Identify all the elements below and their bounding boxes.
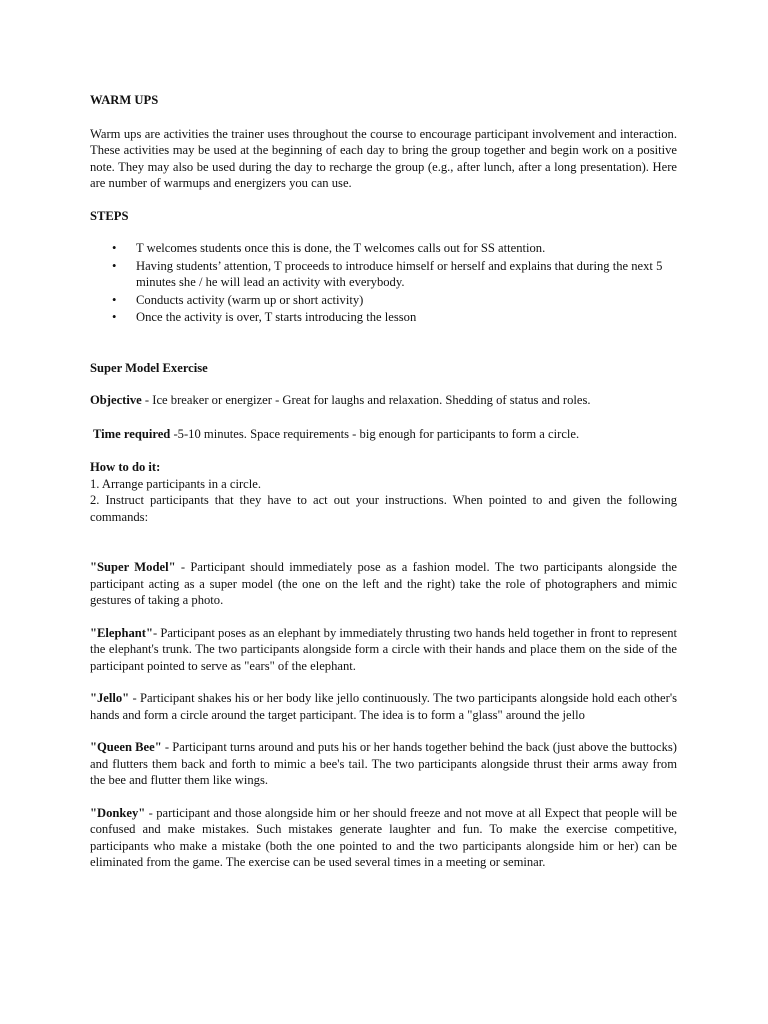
list-item [90,240,677,257]
how-to-label: How to do it: [90,460,161,474]
command-jello [90,690,677,723]
step-text: Once the activity is over, T starts introducing the lesson [136,310,417,324]
objective-paragraph [90,392,677,409]
step-text: Having students’ attention, T proceeds to introduce himself or herself and explains that during the next 5 minutes she / he will lead an activity with everybody. [136,258,663,289]
document-page [90,92,677,871]
objective-text: - Ice breaker or energizer - Great for laughs and relaxation. Shedding of status and roles. [141,393,591,407]
command-text: - Participant shakes his or her body like jello continuously. The two participants alongside hold each other's hands and form a circle around the target participant. The idea is to form a "glass" around the jello [90,691,677,722]
list-item [90,292,677,309]
step-text: Conducts activity (warm up or short activity) [136,292,364,307]
command-name: "Jello" [90,691,130,705]
command-name: "Queen Bee" [90,740,162,754]
command-donkey [90,805,677,871]
steps-list [90,240,677,326]
how-step: 1. Arrange participants in a circle. [90,476,261,491]
bullet-icon: • [112,258,117,273]
command-queen-bee [90,739,677,789]
time-label: Time required [93,426,171,441]
command-name: "Super Model" [90,560,176,574]
how-step: 2. Instruct participants that they have to act out your instructions. When pointed to and given the following commands: [90,493,677,524]
section-title-warm-ups: WARM UPS [90,93,159,107]
command-name: "Elephant" [90,625,153,640]
exercise-title: Super Model Exercise [90,360,208,375]
list-item [90,309,677,326]
how-to-block [90,459,677,525]
step-text: T welcomes students once this is done, the T welcomes calls out for SS attention. [136,241,546,255]
section-title-steps: STEPS [90,208,129,223]
command-super-model [90,559,677,609]
list-item [90,258,677,291]
command-text: - Participant turns around and puts his or her hands together behind the back (just above the buttocks) and flutters them back and forth to mimic a bee's tail. The two participants alongside thrust their arms away from the bee and flutter them like wings. [90,740,677,787]
command-text: - participant and those alongside him or her should freeze and not move at all Expect that people will be confused and make mistakes. Such mistakes generate laughter and fun. To make the exercise competitive, participants who make a mistake (both the one pointed to and the two participants alongside him or her) can be eliminated from the game. The exercise can be used several times in a meeting or seminar. [90,805,677,869]
command-text: - Participant poses as an elephant by immediately thrusting two hands held together in front to represent the elephant's trunk. The two participants alongside form a circle with their hands and place them on the side of the participant pointed to serve as "ears" of the elephant. [90,625,677,673]
command-elephant [90,625,677,675]
bullet-icon: • [112,310,117,324]
command-text: - Participant should immediately pose as a fashion model. The two participants alongside the participant acting as a super model (the one on the left and the right) take the role of photographers and mimic gestures of taking a photo. [90,560,677,607]
command-name: "Donkey" [90,805,146,820]
bullet-icon: • [112,292,117,307]
time-text: -5-10 minutes. Space requirements - big enough for participants to form a circle. [170,426,580,441]
intro-paragraph: Warm ups are activities the trainer uses throughout the course to encourage participant involvement and interaction. These activities may be used at the beginning of each day to bring the group together and begin work on a positive note. They may also be used during the day to recharge the group (e.g., after lunch, after a long presentation). Here are number of warmups and energizers you can use. [90,126,677,190]
objective-label: Objective [90,393,142,407]
time-paragraph [90,426,677,443]
bullet-icon: • [112,241,117,255]
